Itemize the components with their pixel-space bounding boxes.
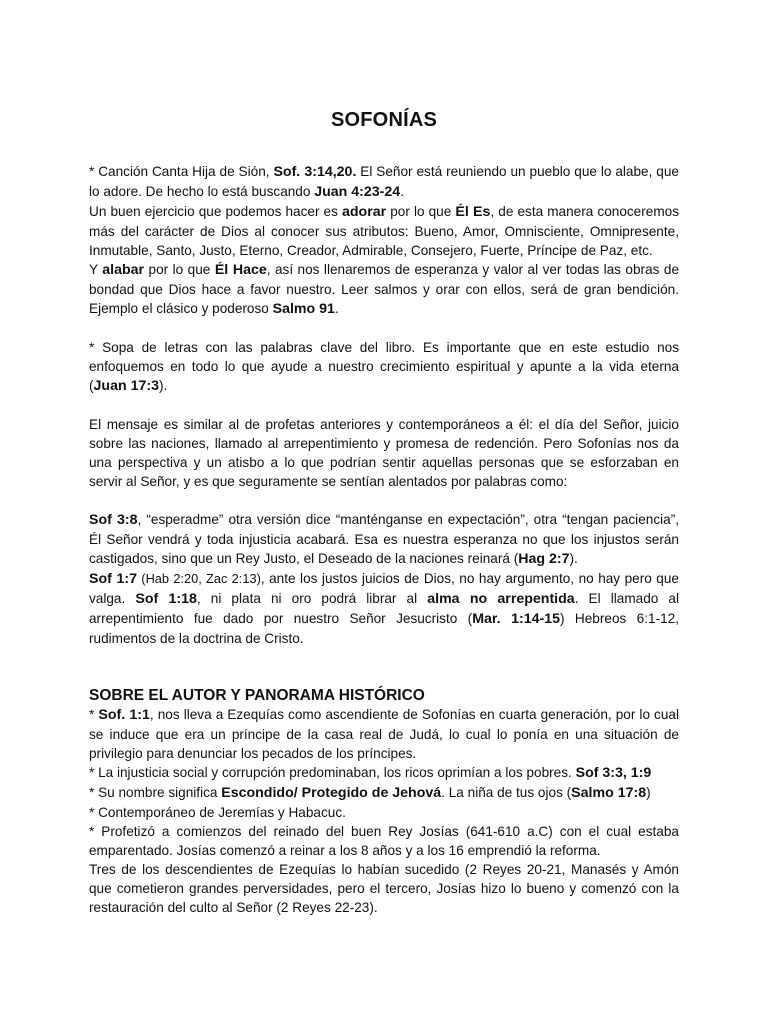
spacer [89, 491, 679, 510]
document-title: SOFONÍAS [330, 109, 438, 132]
text-run: * La injusticia social y corrupción predominaban, los ricos oprimían a los pobres. [89, 765, 576, 780]
bible-reference: Sof 3:8 [89, 512, 138, 528]
emphasis: Él Hace [214, 262, 267, 278]
text-run: ). [569, 551, 578, 566]
text-run: . [334, 301, 339, 316]
section-heading: SOBRE EL AUTOR Y PANORAMA HISTÓRICO [89, 687, 425, 704]
bible-reference: Salmo 91 [272, 301, 335, 317]
text-run: , ni plata ni oro podrá librar al [196, 591, 428, 606]
emphasis: adorar [342, 204, 387, 220]
text-run: , “esperadme” otra versión dice “manténganse en expectación”, otra “tengan paciencia”, Él Señor vendrá y toda injusticia acabará. Esa es nuestra esperanza no que los injustos serán castigados, sino que un Rey Justo, el Deseado de la naciones reinará ( [89, 512, 679, 566]
paragraph-descendientes: Tres de los descendientes de Ezequías lo habían sucedido (2 Reyes 20-21, Manasés y Amón que cometieron grandes perversidades, pero el tercero, Josías hizo lo bueno y comenzó con la restauración del culto al Señor (2 Reyes 22-23). [89, 862, 679, 915]
bible-reference: Salmo 17:8 [571, 785, 647, 801]
paragraph-sopa-de-letras [89, 338, 679, 396]
paragraph-injusticia [89, 763, 679, 783]
document-body [89, 162, 679, 917]
emphasis: alabar [102, 262, 145, 278]
paragraph-alabar [89, 260, 679, 319]
bible-reference: Juan 4:23-24 [314, 184, 401, 200]
paragraph-adorar [89, 202, 679, 260]
text-run: * [89, 707, 99, 722]
paragraph-nombre [89, 783, 679, 803]
emphasis: Escondido/ Protegido de Jehová [221, 785, 442, 801]
spacer [89, 319, 679, 338]
paragraph-mensaje: El mensaje es similar al de profetas anteriores y contemporáneos a él: el día del Señor, juicio sobre las naciones, llamado al arrepentimiento y promesa de redención. Pero Sofonías nos da una perspectiva y un atisbo a lo que podrían sentir aquellas personas que se esforzaban en servir al Señor, y es que seguramente se sentían alentados por palabras como: [89, 417, 679, 489]
bible-reference: Sof 1:7 [89, 571, 138, 587]
text-run: ) [646, 785, 651, 800]
paragraph-cancion [89, 162, 679, 202]
text-run: El Señor está reuniendo un pueblo que lo alabe, que lo adore. De hecho lo está buscando [89, 164, 679, 199]
text-run: ). [158, 378, 168, 393]
text-run: * Sopa de letras con las palabras clave del libro. Es importante que en este estudio nos enfoquemos en todo lo que ayude a nuestro crecimiento espiritual y apunte a la vida eterna ( [89, 340, 679, 393]
text-run: , de esta manera conoceremos más del carácter de Dios al conocer sus atributos: Bueno, Amor, Omnisciente, Omnipresente, Inmutable, Santo, Justo, Eterno, Creador, Admirable, Consejero, Fuerte, Príncipe de Paz, etc. [89, 204, 680, 258]
bible-reference: Sof 3:3, 1:9 [575, 765, 652, 781]
paragraph-profetizo: * Profetizó a comienzos del reinado del buen Rey Josías (641-610 a.C) con el cual estaba emparentado. Josías comenzó a reinar a los 8 años y a los 16 emprendió la reforma. [89, 824, 679, 858]
text-run: , nos lleva a Ezequías como ascendiente de Sofonías en cuarta generación, por lo cual se induce que era un príncipe de la casa real de Judá, lo cual lo ponía en una situación de privilegio para denunciar los pecados de los príncipes. [89, 707, 679, 761]
bible-reference: Mar. 1:14-15 [472, 611, 561, 627]
paragraph-autor-linaje [89, 705, 679, 763]
text-run: , ante los justos juicios de Dios, no hay argumento, no hay pero que valga. [89, 571, 679, 606]
text-run: . [400, 184, 404, 199]
text-run: . El llamado al arrepentimiento fue dado por nuestro Señor Jesucristo ( [89, 591, 680, 626]
paragraph-contemporaneo: * Contemporáneo de Jeremías y Habacuc. [89, 805, 346, 820]
emphasis: alma no arrepentida [427, 591, 575, 607]
spacer [89, 396, 679, 415]
emphasis: Él Es [455, 204, 491, 220]
bible-reference: Sof. 3:14,20. [273, 164, 357, 180]
paragraph-sof-3-8 [89, 510, 679, 569]
text-run: Y [89, 262, 103, 277]
text-run: (Hab 2:20, Zac 2:13) [137, 571, 261, 586]
text-run: . La niña de tus ojos ( [441, 785, 572, 800]
text-run: por lo que [386, 204, 456, 219]
text-run: ) Hebreos 6:1-12, rudimentos de la doctrina de Cristo. [89, 611, 679, 646]
bible-reference: Juan 17:3 [93, 378, 159, 394]
text-run: * Su nombre significa [89, 785, 222, 800]
text-run: por lo que [144, 262, 215, 277]
text-run: * Canción Canta Hija de Sión, [89, 164, 274, 179]
paragraph-sof-1-7 [89, 569, 679, 648]
spacer [89, 648, 679, 686]
text-run: Un buen ejercicio que podemos hacer es [89, 204, 342, 219]
bible-reference: Hag 2:7 [518, 551, 570, 567]
bible-reference: Sof 1:18 [135, 591, 197, 607]
bible-reference: Sof. 1:1 [98, 707, 150, 723]
text-run: , así nos llenaremos de esperanza y valor al ver todas las obras de bondad que Dios hace a favor nuestro. Leer salmos y orar con ellos, será de gran bendición. Ejemplo el clásico y poderoso [89, 262, 680, 316]
